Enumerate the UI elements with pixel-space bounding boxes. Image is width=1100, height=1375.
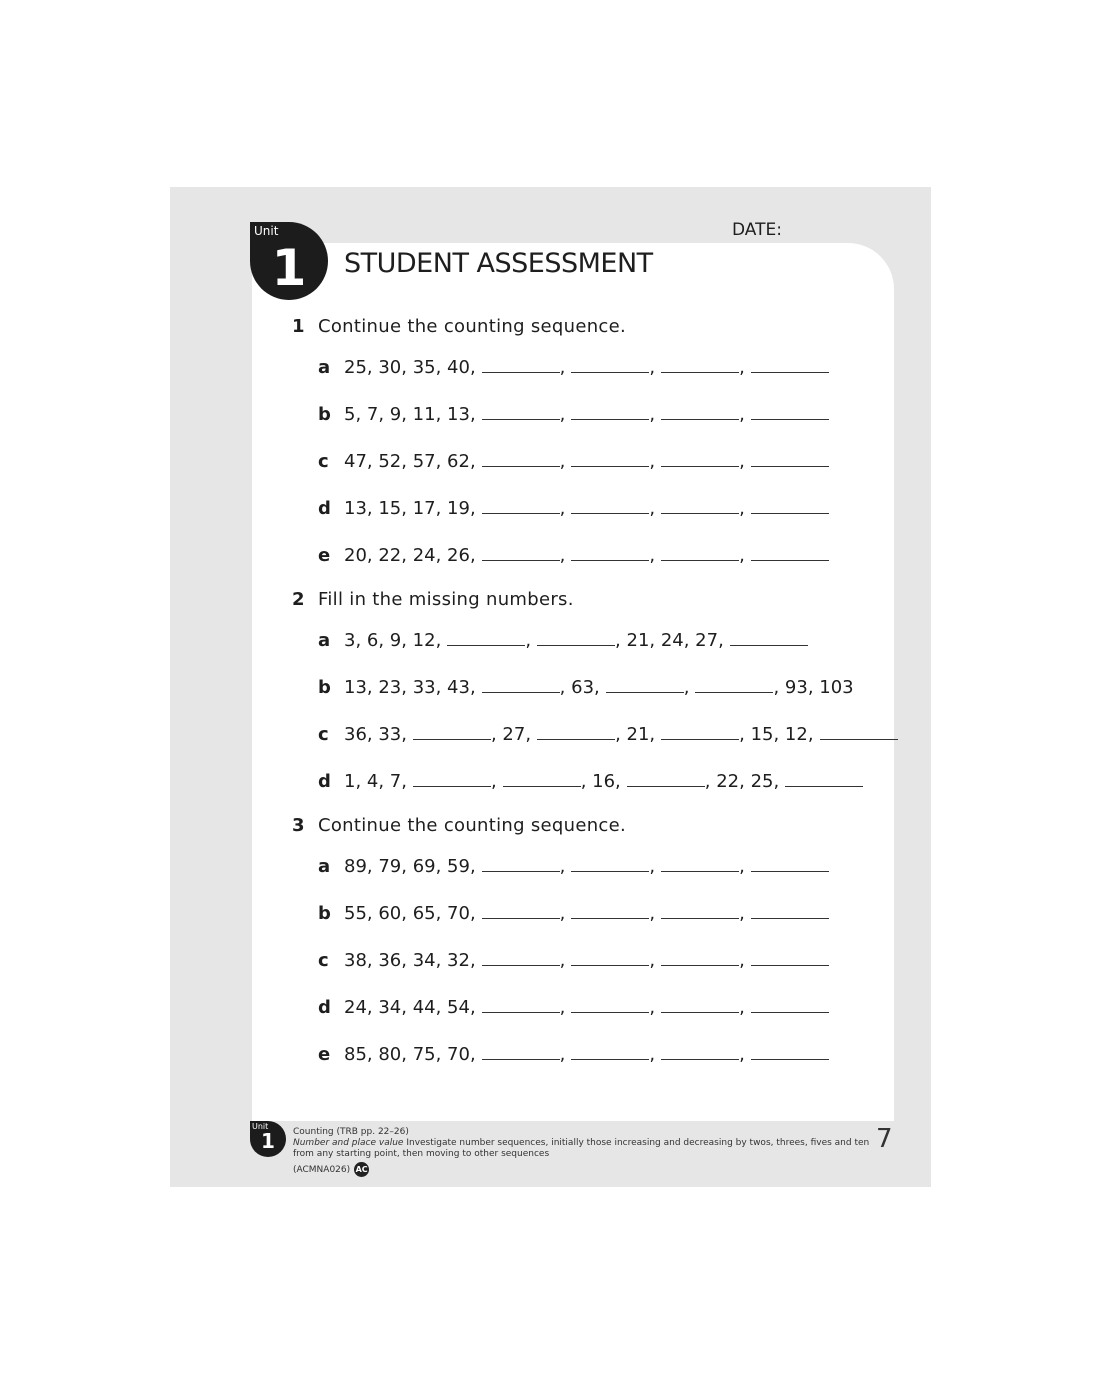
answer-blank[interactable] [571, 853, 649, 872]
sequence-text: , [739, 545, 745, 566]
question-1-item-a [318, 354, 829, 380]
sequence-text: 47, 52, 57, 62, [344, 451, 476, 472]
answer-blank[interactable] [482, 448, 560, 467]
sequence-text: 1, 4, 7, [344, 771, 407, 792]
sequence-text: , [559, 357, 566, 378]
answer-blank[interactable] [661, 448, 739, 467]
answer-blank[interactable] [661, 900, 739, 919]
question-number: 1 [292, 316, 305, 337]
item-letter: e [318, 1044, 331, 1065]
sequence-text: 13, 15, 17, 19, [344, 498, 476, 519]
answer-blank[interactable] [751, 1041, 829, 1060]
sequence-text: , 63, [559, 677, 600, 698]
sequence-text: , [559, 903, 566, 924]
answer-blank[interactable] [661, 1041, 739, 1060]
answer-blank[interactable] [482, 401, 560, 420]
footer-strand: Number and place value [293, 1138, 404, 1148]
item-letter: b [318, 903, 331, 924]
item-letter: b [318, 404, 331, 425]
question-text: Continue the counting sequence. [318, 316, 627, 337]
answer-blank[interactable] [571, 401, 649, 420]
answer-blank[interactable] [730, 627, 808, 646]
sequence-text: , [649, 498, 656, 519]
page-title: STUDENT ASSESSMENT [344, 248, 653, 279]
answer-blank[interactable] [661, 354, 739, 373]
sequence-text: , [649, 856, 656, 877]
sequence-text: , 93, 103 [773, 677, 854, 698]
sequence-text: , [739, 1044, 745, 1065]
answer-blank[interactable] [482, 853, 560, 872]
answer-blank[interactable] [606, 674, 684, 693]
page-number: 7 [876, 1124, 893, 1154]
question-number: 2 [292, 589, 305, 610]
answer-blank[interactable] [751, 448, 829, 467]
item-letter: b [318, 677, 331, 698]
sequence-text: , [739, 451, 745, 472]
answer-blank[interactable] [503, 768, 581, 787]
answer-blank[interactable] [482, 947, 560, 966]
answer-blank[interactable] [537, 627, 615, 646]
sequence-text: , [739, 404, 745, 425]
answer-blank[interactable] [571, 994, 649, 1013]
answer-blank[interactable] [751, 994, 829, 1013]
footer-unit-badge [250, 1121, 286, 1157]
answer-blank[interactable] [751, 401, 829, 420]
answer-blank[interactable] [661, 542, 739, 561]
item-letter: c [318, 950, 329, 971]
answer-blank[interactable] [661, 495, 739, 514]
sequence-text: , [739, 357, 745, 378]
sequence-text: 20, 22, 24, 26, [344, 545, 476, 566]
sequence-text: , [649, 903, 656, 924]
answer-blank[interactable] [413, 768, 491, 787]
date-label: DATE: [732, 220, 782, 240]
question-1-item-b [318, 401, 829, 427]
answer-blank[interactable] [785, 768, 863, 787]
answer-blank[interactable] [482, 1041, 560, 1060]
question-3-item-c [318, 947, 829, 973]
item-letter: a [318, 856, 331, 877]
answer-blank[interactable] [571, 947, 649, 966]
curriculum-code: (ACMNA026) [293, 1165, 351, 1175]
sequence-text: 5, 7, 9, 11, 13, [344, 404, 476, 425]
item-letter: c [318, 451, 329, 472]
sequence-text: , [739, 856, 745, 877]
answer-blank[interactable] [661, 721, 739, 740]
unit-badge [250, 222, 328, 300]
unit-number: 1 [271, 239, 307, 297]
answer-blank[interactable] [482, 900, 560, 919]
unit-label: Unit [254, 224, 279, 238]
question-3-item-e [318, 1041, 829, 1067]
sequence-text: , [559, 856, 566, 877]
item-letter: d [318, 997, 331, 1018]
sequence-text: , [739, 997, 745, 1018]
sequence-text: , [649, 451, 656, 472]
sequence-text: , [683, 677, 690, 698]
answer-blank[interactable] [482, 674, 560, 693]
sequence-text: , 16, [580, 771, 621, 792]
footer-description: Investigate number sequences, initially those increasing and decreasing by twos, threes, fives and ten [403, 1138, 870, 1148]
question-1-item-d [318, 495, 829, 521]
sequence-text: 38, 36, 34, 32, [344, 950, 476, 971]
sequence-text: , [649, 997, 656, 1018]
item-letter: c [318, 724, 329, 745]
answer-blank[interactable] [482, 495, 560, 514]
answer-blank[interactable] [661, 947, 739, 966]
answer-blank[interactable] [571, 448, 649, 467]
item-letter: e [318, 545, 331, 566]
sequence-text: 3, 6, 9, 12, [344, 630, 442, 651]
question-text: Continue the counting sequence. [318, 815, 627, 836]
sequence-text: 55, 60, 65, 70, [344, 903, 476, 924]
sequence-text: , [739, 903, 745, 924]
question-2-heading [292, 589, 574, 610]
answer-blank[interactable] [537, 721, 615, 740]
question-3-item-a [318, 853, 829, 879]
sequence-text: , [559, 404, 566, 425]
answer-blank[interactable] [571, 495, 649, 514]
question-2-item-b [318, 674, 854, 700]
answer-blank[interactable] [661, 401, 739, 420]
sequence-text: , 22, 25, [704, 771, 780, 792]
sequence-text: 24, 34, 44, 54, [344, 997, 476, 1018]
question-3-item-d [318, 994, 829, 1020]
sequence-text: 89, 79, 69, 59, [344, 856, 476, 877]
sequence-text: , [559, 1044, 566, 1065]
footer-line-1: Counting (TRB pp. 22–26) [293, 1127, 409, 1137]
sequence-text: , [739, 950, 745, 971]
answer-blank[interactable] [447, 627, 525, 646]
sequence-text: , [739, 498, 745, 519]
question-1-item-e [318, 542, 829, 568]
item-letter: d [318, 771, 331, 792]
footer-unit-label: Unit [252, 1122, 269, 1131]
answer-blank[interactable] [695, 674, 773, 693]
footer-line-2 [293, 1138, 869, 1149]
sequence-text: , [559, 997, 566, 1018]
answer-blank[interactable] [751, 900, 829, 919]
answer-blank[interactable] [661, 853, 739, 872]
answer-blank[interactable] [751, 542, 829, 561]
question-1-item-c [318, 448, 829, 474]
answer-blank[interactable] [571, 900, 649, 919]
answer-blank[interactable] [413, 721, 491, 740]
question-2-item-d [318, 768, 863, 794]
sequence-text: , 21, 24, 27, [615, 630, 724, 651]
item-letter: a [318, 357, 331, 378]
answer-blank[interactable] [751, 853, 829, 872]
sequence-text: , [559, 498, 566, 519]
sequence-text: , [649, 404, 656, 425]
question-1-heading [292, 316, 626, 337]
answer-blank[interactable] [482, 994, 560, 1013]
sequence-text: , [649, 950, 656, 971]
sequence-text: 85, 80, 75, 70, [344, 1044, 476, 1065]
sequence-text: , [649, 357, 656, 378]
sequence-text: , [559, 950, 566, 971]
answer-blank[interactable] [571, 542, 649, 561]
question-number: 3 [292, 815, 305, 836]
sequence-text: , 15, 12, [739, 724, 814, 745]
sequence-text: 25, 30, 35, 40, [344, 357, 476, 378]
sequence-text: , [649, 545, 656, 566]
sequence-text: , [559, 545, 566, 566]
sequence-text: 13, 23, 33, 43, [344, 677, 476, 698]
question-2-item-c [318, 721, 898, 747]
question-text: Fill in the missing numbers. [318, 589, 574, 610]
item-letter: d [318, 498, 331, 519]
footer-line-3: from any starting point, then moving to other sequences [293, 1149, 550, 1159]
ac-logo-icon: AC [354, 1162, 369, 1177]
question-3-item-b [318, 900, 829, 926]
answer-blank[interactable] [751, 947, 829, 966]
sequence-text: , [649, 1044, 656, 1065]
item-letter: a [318, 630, 331, 651]
answer-blank[interactable] [751, 354, 829, 373]
sequence-text: , [525, 630, 532, 651]
answer-blank[interactable] [627, 768, 705, 787]
answer-blank[interactable] [482, 354, 560, 373]
footer-unit-number: 1 [261, 1129, 275, 1153]
sequence-text: 36, 33, [344, 724, 407, 745]
question-2-item-a [318, 627, 808, 653]
answer-blank[interactable] [661, 994, 739, 1013]
sequence-text: , [490, 771, 497, 792]
sequence-text: , 27, [490, 724, 532, 745]
answer-blank[interactable] [751, 495, 829, 514]
answer-blank[interactable] [482, 542, 560, 561]
answer-blank[interactable] [571, 1041, 649, 1060]
footer-code-line [293, 1162, 369, 1177]
question-3-heading [292, 815, 626, 836]
answer-blank[interactable] [571, 354, 649, 373]
sequence-text: , 21, [615, 724, 656, 745]
sequence-text: , [559, 451, 566, 472]
answer-blank[interactable] [820, 721, 898, 740]
